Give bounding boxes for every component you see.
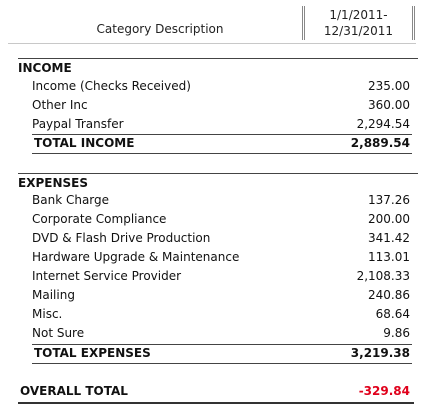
row-label: Corporate Compliance xyxy=(32,212,167,226)
total-income-row xyxy=(32,134,412,154)
header-divider xyxy=(8,43,416,44)
period-start: 1/1/2011- xyxy=(329,8,388,22)
expense-row xyxy=(32,229,412,248)
total-expenses-value: 3,219.38 xyxy=(350,346,410,360)
expense-row xyxy=(32,324,412,343)
total-income-value: 2,889.54 xyxy=(350,136,410,150)
period-column-header xyxy=(302,6,415,40)
row-label: DVD & Flash Drive Production xyxy=(32,231,211,245)
row-value: 137.26 xyxy=(368,193,410,207)
income-row xyxy=(32,115,412,134)
expense-row xyxy=(32,191,412,210)
row-value: 113.01 xyxy=(368,250,410,264)
period-end: 12/31/2011 xyxy=(323,24,394,38)
row-value: 9.86 xyxy=(383,326,410,340)
row-label: Hardware Upgrade & Maintenance xyxy=(32,250,240,264)
row-value: 2,294.54 xyxy=(356,117,410,131)
expense-row xyxy=(32,305,412,324)
overall-total-label: OVERALL TOTAL xyxy=(20,384,128,398)
row-label: Paypal Transfer xyxy=(32,117,124,131)
row-value: 240.86 xyxy=(368,288,410,302)
row-value: 68.64 xyxy=(375,307,410,321)
row-label: Income (Checks Received) xyxy=(32,79,191,93)
expense-row xyxy=(32,286,412,305)
expense-row xyxy=(32,267,412,286)
row-value: 360.00 xyxy=(368,98,410,112)
row-label: Internet Service Provider xyxy=(32,269,182,283)
row-value: 200.00 xyxy=(368,212,410,226)
total-expenses-label: TOTAL EXPENSES xyxy=(34,346,151,360)
row-value: 2,108.33 xyxy=(356,269,410,283)
category-description-header: Category Description xyxy=(96,22,224,36)
row-value: 341.42 xyxy=(368,231,410,245)
income-section-title: INCOME xyxy=(18,58,418,75)
row-value: 235.00 xyxy=(368,79,410,93)
total-income-label: TOTAL INCOME xyxy=(34,136,135,150)
expenses-section-title: EXPENSES xyxy=(18,173,418,190)
total-expenses-row xyxy=(32,344,412,364)
overall-total-value: -329.84 xyxy=(358,384,410,398)
row-label: Bank Charge xyxy=(32,193,110,207)
income-row xyxy=(32,96,412,115)
row-label: Not Sure xyxy=(32,326,85,340)
income-row xyxy=(32,77,412,96)
expense-row xyxy=(32,248,412,267)
row-label: Misc. xyxy=(32,307,63,321)
row-label: Other Inc xyxy=(32,98,88,112)
expense-row xyxy=(32,210,412,229)
row-label: Mailing xyxy=(32,288,75,302)
overall-total-row xyxy=(18,382,414,404)
